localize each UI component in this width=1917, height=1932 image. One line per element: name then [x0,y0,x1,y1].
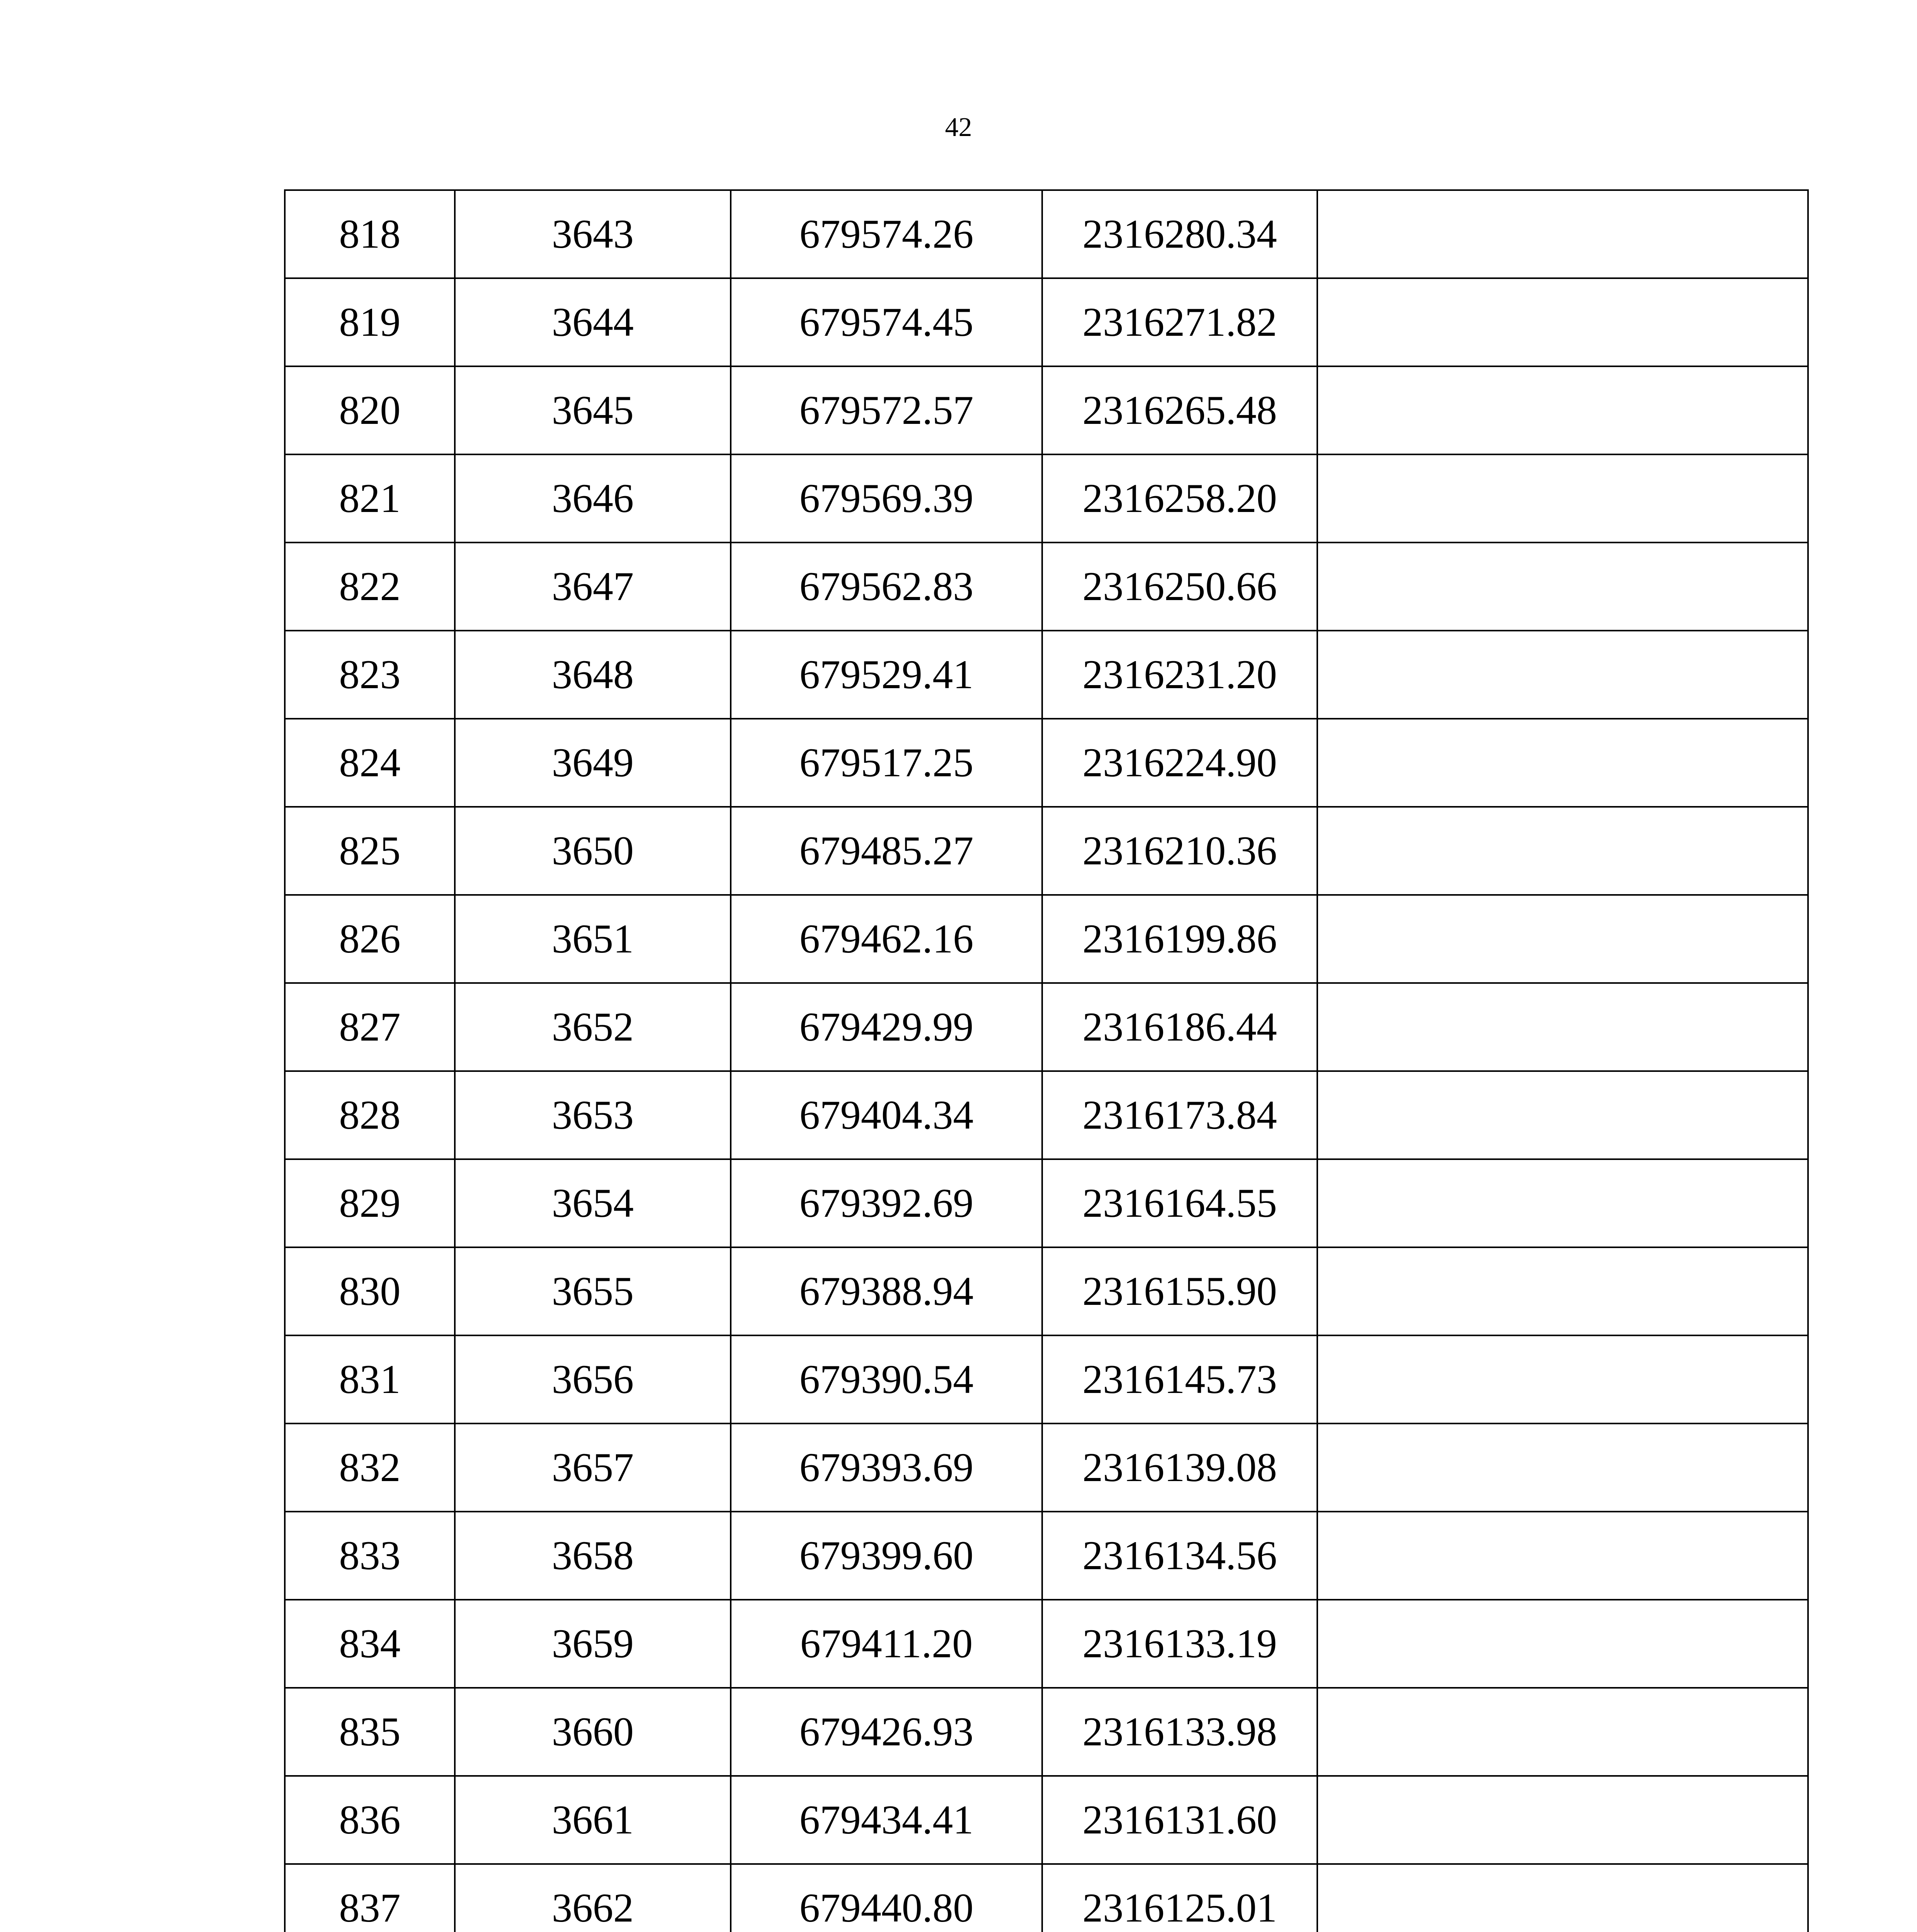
note-cell [1317,1688,1808,1776]
x-coordinate-cell: 679392.69 [731,1159,1042,1247]
table-row [285,1776,1808,1864]
y-coordinate-cell: 2316134.56 [1042,1512,1317,1600]
note-cell [1317,1423,1808,1512]
note-cell [1317,1247,1808,1335]
note-cell [1317,1071,1808,1159]
table-row [285,1600,1808,1688]
y-coordinate-cell: 2316271.82 [1042,278,1317,366]
point-number-cell: 3655 [455,1247,731,1335]
note-cell [1317,807,1808,895]
note-cell [1317,895,1808,983]
table-row [285,1512,1808,1600]
note-cell [1317,719,1808,807]
point-number-cell: 3661 [455,1776,731,1864]
y-coordinate-cell: 2316224.90 [1042,719,1317,807]
note-cell [1317,1335,1808,1423]
y-coordinate-cell: 2316131.60 [1042,1776,1317,1864]
table-row [285,719,1808,807]
y-coordinate-cell: 2316145.73 [1042,1335,1317,1423]
y-coordinate-cell: 2316250.66 [1042,543,1317,631]
x-coordinate-cell: 679440.80 [731,1864,1042,1932]
table-row [285,1864,1808,1932]
sequence-number-cell: 836 [285,1776,455,1864]
point-number-cell: 3643 [455,190,731,278]
note-cell [1317,543,1808,631]
point-number-cell: 3650 [455,807,731,895]
sequence-number-cell: 831 [285,1335,455,1423]
y-coordinate-cell: 2316139.08 [1042,1423,1317,1512]
point-number-cell: 3648 [455,631,731,719]
y-coordinate-cell: 2316186.44 [1042,983,1317,1071]
sequence-number-cell: 833 [285,1512,455,1600]
table-row [285,1688,1808,1776]
sequence-number-cell: 823 [285,631,455,719]
y-coordinate-cell: 2316173.84 [1042,1071,1317,1159]
point-number-cell: 3645 [455,366,731,454]
point-number-cell: 3644 [455,278,731,366]
sequence-number-cell: 828 [285,1071,455,1159]
x-coordinate-cell: 679390.54 [731,1335,1042,1423]
sequence-number-cell: 825 [285,807,455,895]
y-coordinate-cell: 2316133.98 [1042,1688,1317,1776]
sequence-number-cell: 821 [285,454,455,543]
note-cell [1317,983,1808,1071]
point-number-cell: 3660 [455,1688,731,1776]
point-number-cell: 3658 [455,1512,731,1600]
y-coordinate-cell: 2316265.48 [1042,366,1317,454]
note-cell [1317,454,1808,543]
note-cell [1317,1864,1808,1932]
y-coordinate-cell: 2316133.19 [1042,1600,1317,1688]
sequence-number-cell: 835 [285,1688,455,1776]
table-row [285,807,1808,895]
sequence-number-cell: 819 [285,278,455,366]
coordinate-table-body [285,190,1808,1932]
note-cell [1317,1600,1808,1688]
sequence-number-cell: 826 [285,895,455,983]
sequence-number-cell: 827 [285,983,455,1071]
table-row [285,543,1808,631]
table-row [285,190,1808,278]
sequence-number-cell: 830 [285,1247,455,1335]
x-coordinate-cell: 679569.39 [731,454,1042,543]
x-coordinate-cell: 679388.94 [731,1247,1042,1335]
page-number: 42 [945,112,972,142]
x-coordinate-cell: 679574.26 [731,190,1042,278]
note-cell [1317,631,1808,719]
y-coordinate-cell: 2316155.90 [1042,1247,1317,1335]
point-number-cell: 3654 [455,1159,731,1247]
point-number-cell: 3657 [455,1423,731,1512]
x-coordinate-cell: 679462.16 [731,895,1042,983]
note-cell [1317,1159,1808,1247]
note-cell [1317,1776,1808,1864]
x-coordinate-cell: 679404.34 [731,1071,1042,1159]
sequence-number-cell: 837 [285,1864,455,1932]
table-row [285,631,1808,719]
x-coordinate-cell: 679562.83 [731,543,1042,631]
x-coordinate-cell: 679399.60 [731,1512,1042,1600]
sequence-number-cell: 822 [285,543,455,631]
y-coordinate-cell: 2316231.20 [1042,631,1317,719]
point-number-cell: 3656 [455,1335,731,1423]
coordinate-table [284,189,1809,1932]
x-coordinate-cell: 679426.93 [731,1688,1042,1776]
x-coordinate-cell: 679411.20 [731,1600,1042,1688]
sequence-number-cell: 818 [285,190,455,278]
table-row [285,1159,1808,1247]
x-coordinate-cell: 679574.45 [731,278,1042,366]
table-row [285,1071,1808,1159]
point-number-cell: 3651 [455,895,731,983]
table-row [285,278,1808,366]
x-coordinate-cell: 679429.99 [731,983,1042,1071]
x-coordinate-cell: 679529.41 [731,631,1042,719]
y-coordinate-cell: 2316125.01 [1042,1864,1317,1932]
table-row [285,1247,1808,1335]
x-coordinate-cell: 679485.27 [731,807,1042,895]
table-row [285,366,1808,454]
y-coordinate-cell: 2316280.34 [1042,190,1317,278]
point-number-cell: 3662 [455,1864,731,1932]
sequence-number-cell: 832 [285,1423,455,1512]
y-coordinate-cell: 2316199.86 [1042,895,1317,983]
point-number-cell: 3652 [455,983,731,1071]
table-row [285,983,1808,1071]
point-number-cell: 3649 [455,719,731,807]
table-row [285,1423,1808,1512]
sequence-number-cell: 834 [285,1600,455,1688]
note-cell [1317,190,1808,278]
y-coordinate-cell: 2316258.20 [1042,454,1317,543]
point-number-cell: 3659 [455,1600,731,1688]
x-coordinate-cell: 679517.25 [731,719,1042,807]
sequence-number-cell: 820 [285,366,455,454]
sequence-number-cell: 829 [285,1159,455,1247]
table-row [285,1335,1808,1423]
table-row [285,454,1808,543]
point-number-cell: 3653 [455,1071,731,1159]
note-cell [1317,366,1808,454]
x-coordinate-cell: 679572.57 [731,366,1042,454]
y-coordinate-cell: 2316164.55 [1042,1159,1317,1247]
sequence-number-cell: 824 [285,719,455,807]
x-coordinate-cell: 679393.69 [731,1423,1042,1512]
y-coordinate-cell: 2316210.36 [1042,807,1317,895]
x-coordinate-cell: 679434.41 [731,1776,1042,1864]
table-row [285,895,1808,983]
note-cell [1317,1512,1808,1600]
note-cell [1317,278,1808,366]
point-number-cell: 3646 [455,454,731,543]
point-number-cell: 3647 [455,543,731,631]
